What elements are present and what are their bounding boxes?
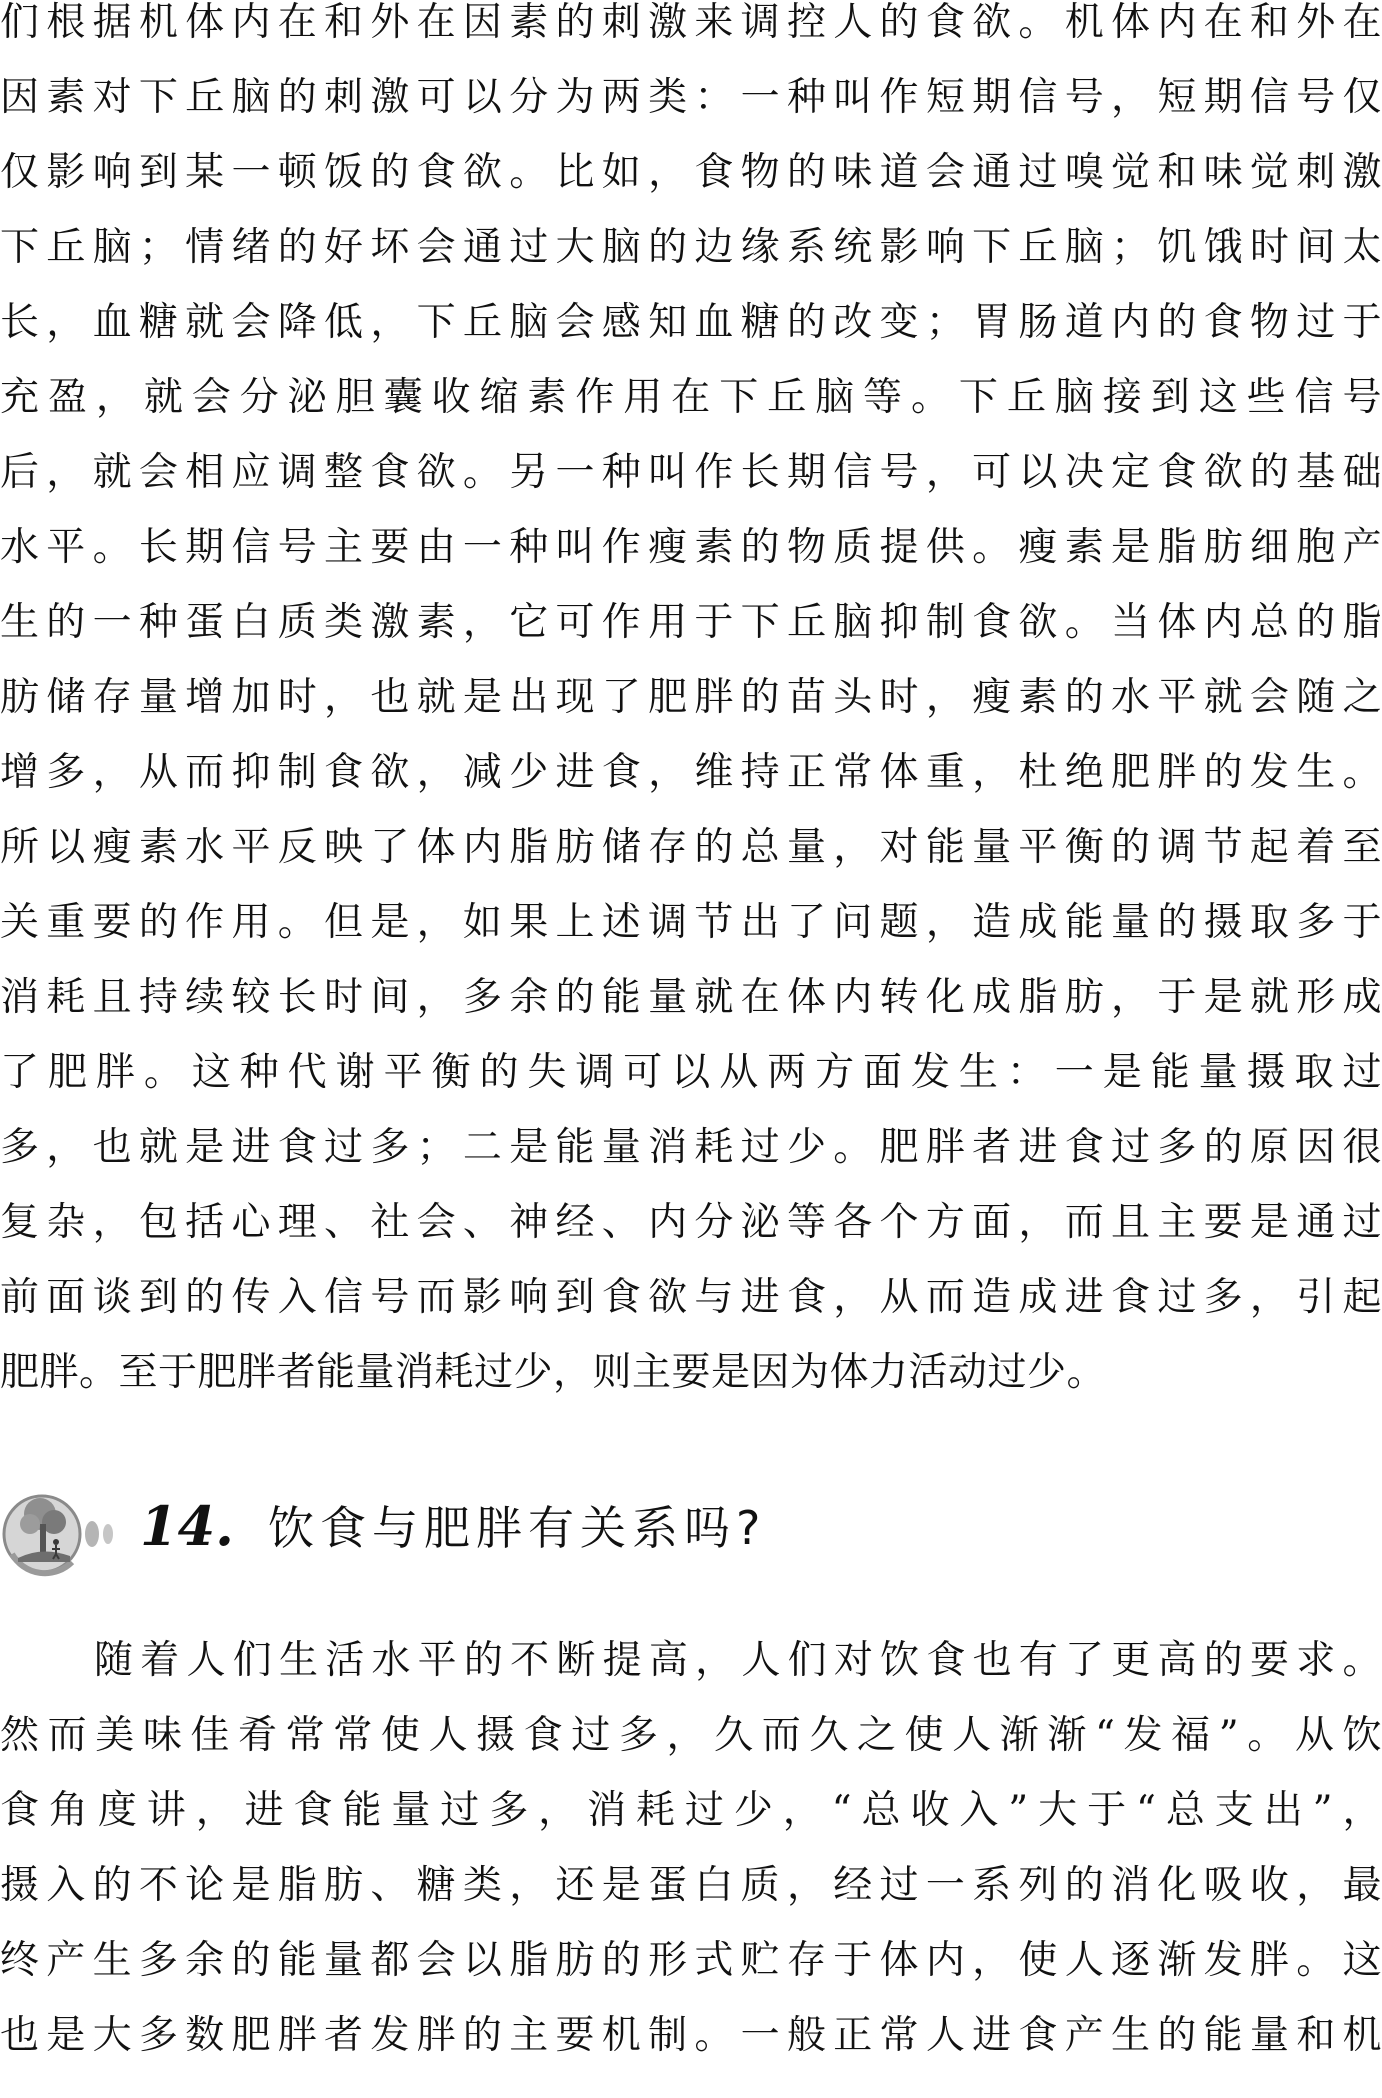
text-line: 后，就会相应调整食欲。另一种叫作长期信号，可以决定食欲的基础 xyxy=(0,450,1382,495)
text-line: 因素对下丘脑的刺激可以分为两类：一种叫作短期信号，短期信号仅 xyxy=(0,75,1382,120)
text-line: 肥胖。至于肥胖者能量消耗过少，则主要是因为体力活动过少。 xyxy=(0,1350,1107,1395)
text-line: 终产生多余的能量都会以脂肪的形式贮存于体内，使人逐渐发胖。这 xyxy=(0,1938,1382,1983)
text-line: 摄入的不论是脂肪、糖类，还是蛋白质，经过一系列的消化吸收，最 xyxy=(0,1863,1382,1908)
text-line: 关重要的作用。但是，如果上述调节出了问题，造成能量的摄取多于 xyxy=(0,900,1382,945)
tree-emblem-icon xyxy=(0,1484,140,1584)
text-line: 所以瘦素水平反映了体内脂肪储存的总量，对能量平衡的调节起着至 xyxy=(0,825,1382,870)
text-line: 增多，从而抑制食欲，减少进食，维持正常体重，杜绝肥胖的发生。 xyxy=(0,750,1382,795)
text-line: 肪储存量增加时，也就是出现了肥胖的苗头时，瘦素的水平就会随之 xyxy=(0,675,1382,720)
question-title: 饮食与肥胖有关系吗? xyxy=(268,1501,767,1555)
question-number: 14. xyxy=(140,1494,234,1558)
text-line: 随着人们生活水平的不断提高，人们对饮食也有了更高的要求。 xyxy=(94,1638,1382,1683)
text-line: 了肥胖。这种代谢平衡的失调可以从两方面发生：一是能量摄取过 xyxy=(0,1050,1382,1095)
text-line: 长，血糖就会降低，下丘脑会感知血糖的改变；胃肠道内的食物过于 xyxy=(0,300,1382,345)
answer-paragraph xyxy=(0,1638,1382,2088)
text-line: 们根据机体内在和外在因素的刺激来调控人的食欲。机体内在和外在 xyxy=(0,0,1382,45)
text-line: 仅影响到某一顿饭的食欲。比如，食物的味道会通过嗅觉和味觉刺激 xyxy=(0,150,1382,195)
text-line: 充盈，就会分泌胆囊收缩素作用在下丘脑等。下丘脑接到这些信号 xyxy=(0,375,1382,420)
text-line: 也是大多数肥胖者发胖的主要机制。一般正常人进食产生的能量和机 xyxy=(0,2013,1382,2058)
text-line: 消耗且持续较长时间，多余的能量就在体内转化成脂肪，于是就形成 xyxy=(0,975,1382,1020)
text-line: 然而美味佳肴常常使人摄食过多，久而久之使人渐渐“发福”。从饮 xyxy=(0,1713,1382,1758)
text-line: 食角度讲，进食能量过多，消耗过少，“总收入”大于“总支出”， xyxy=(0,1788,1382,1833)
text-line: 生的一种蛋白质类激素，它可作用于下丘脑抑制食欲。当体内总的脂 xyxy=(0,600,1382,645)
text-line: 复杂，包括心理、社会、神经、内分泌等各个方面，而且主要是通过 xyxy=(0,1200,1382,1245)
text-line: 多，也就是进食过多；二是能量消耗过少。肥胖者进食过多的原因很 xyxy=(0,1125,1382,1170)
text-line: 水平。长期信号主要由一种叫作瘦素的物质提供。瘦素是脂肪细胞产 xyxy=(0,525,1382,570)
section-heading xyxy=(0,1462,1382,1592)
text-line: 下丘脑；情绪的好坏会通过大脑的边缘系统影响下丘脑；饥饿时间太 xyxy=(0,225,1382,270)
text-line: 前面谈到的传入信号而影响到食欲与进食，从而造成进食过多，引起 xyxy=(0,1275,1382,1320)
